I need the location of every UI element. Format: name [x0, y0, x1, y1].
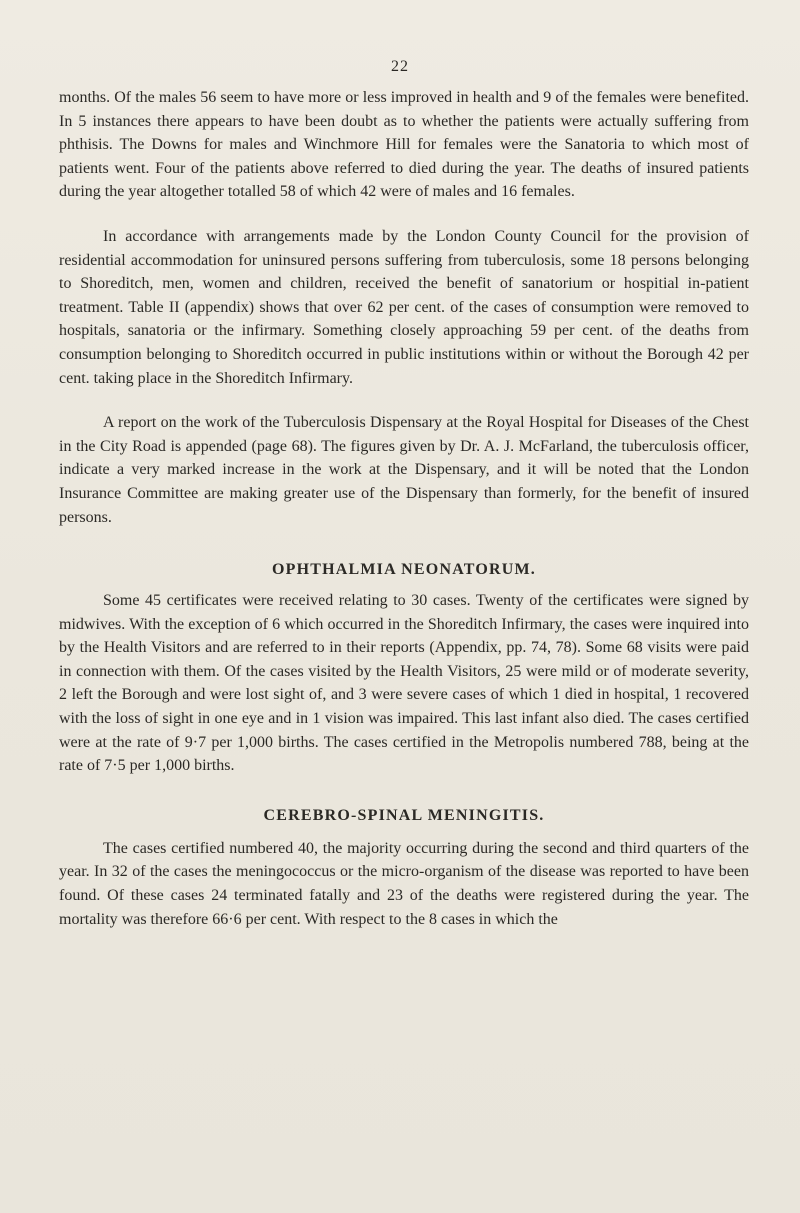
page-body [59, 86, 749, 931]
page-number: 22 [391, 58, 409, 75]
section-heading-ophthalmia: OPHTHALMIA NEONATORUM. [271, 561, 537, 579]
paragraph-sanatoria-results: months. Of the males 56 seem to have more or less improved in health and 9 of the females were benefited. In 5 instances there appears to have been doubt as to whether the patients were actually suffering from phthisis. The Downs for males and Winchmore Hill for females were the Sanatoria to which most of patients went. Four of the patients above referred to died during the year. The deaths of insured patients during the year altogether totalled 58 of which 42 were of males and 16 females. [59, 89, 749, 201]
section-heading-meningitis: CEREBRO-SPINAL MENINGITIS. [263, 806, 545, 824]
paragraph-ophthalmia: Some 45 certificates were received relating to 30 cases. Twenty of the certificates were signed by midwives. With the exception of 6 which occurred in the Shoreditch Infirmary, the cases were inquired into by the Health Visitors and are referred to in their reports (Appendix, pp. 74, 78). Some 68 visits were paid in connection with them. Of the cases visited by the Health Visitors, 25 were mild or of moderate severity, 2 left the Borough and were lost sight of, and 3 were severe cases of which 1 died in hospital, 1 recovered with the loss of sight in one eye and in 1 vision was impaired. This last infant also died. The cases certified were at the rate of 9·7 per 1,000 births. The cases certified in the Metropolis numbered 788, being at the rate of 7·5 per 1,000 births. [59, 592, 749, 775]
paragraph-uninsured-persons: In accordance with arrangements made by the London County Council for the provision of residential accommodation for uninsured persons suffering from tuberculosis, some 18 persons belonging to Shoreditch, men, women and children, received the benefit of sanatorium or hospitial in-patient treatment. Table II (appendix) shows that over 62 per cent. of the cases of consumption were removed to hospitals, sanatoria or the infirmary. Something closely approaching 59 per cent. of the deaths from consumption belonging to Shoreditch occurred in public institutions within or without the Borough 42 per cent. taking place in the Shoreditch Infirmary. [59, 227, 749, 387]
paragraph-meningitis: The cases certified numbered 40, the majority occurring during the second and third quarters of the year. In 32 of the cases the meningococcus or the micro-organism of the disease was reported to have been found. Of these cases 24 terminated fatally and 23 of the deaths were registered during the year. The mortality was therefore 66·6 per cent. With respect to the 8 cases in which the [59, 839, 749, 928]
paragraph-dispensary-report: A report on the work of the Tuberculosis Dispensary at the Royal Hospital for Diseases of the Chest in the City Road is appended (page 68). The figures given by Dr. A. J. McFarland, the tuberculosis officer, indicate a very marked increase in the work at the Dispensary, and it will be noted that the London Insurance Committee are making greater use of the Dispensary than formerly, for the benefit of insured persons. [59, 414, 749, 526]
